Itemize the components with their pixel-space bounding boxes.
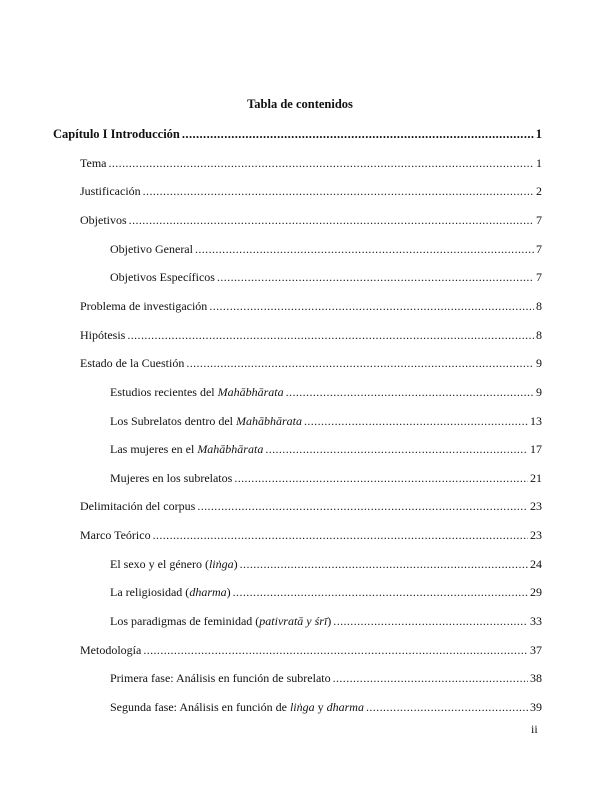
toc-entry-label: Objetivos Específicos [110,270,215,285]
toc-dot-leader [197,499,528,514]
toc-dot-leader [129,213,534,228]
toc-entry [110,671,542,687]
toc-dot-leader [108,156,534,171]
toc-entry-label: Marco Teórico [80,528,151,543]
toc-dot-leader [265,442,528,457]
toc-entry [110,442,542,458]
toc-dot-leader [186,356,534,371]
toc-entry-page: 21 [530,470,542,485]
toc-entry-label: Las mujeres en el Mahābhārata [110,442,264,457]
toc-entry [110,557,542,573]
toc-entry [80,156,542,172]
toc-entry-page: 1 [535,127,542,141]
toc-dot-leader [127,328,534,343]
toc-entry-page: 7 [536,212,542,227]
toc-entry [80,499,542,515]
toc-dot-leader [366,700,528,715]
toc-entry-label: Justificación [80,184,141,199]
toc-dot-leader [153,528,528,543]
toc-entry-page: 7 [536,270,542,285]
toc-dot-leader [286,385,534,400]
toc-dot-leader [234,471,528,486]
toc-dot-leader [333,614,528,629]
toc-entry [110,700,542,716]
toc-entry [110,242,542,258]
toc-entry-label: Objetivos [80,212,127,227]
toc-entry [53,127,542,143]
toc-entry [80,328,542,344]
toc-dot-leader [209,299,534,314]
page-number: ii [531,722,538,736]
toc-entry-label: Objetivo General [110,241,193,256]
toc-entry [80,299,542,315]
toc-entry-label: Segunda fase: Análisis en función de liṅga y dharma [110,700,364,714]
toc-entry [110,585,542,601]
toc-entry [80,213,542,229]
toc-entry [110,414,542,430]
toc-entry-label: Los paradigmas de feminidad (pativratā y śrī) [110,614,332,629]
toc-entry-label: Mujeres en los subrelatos [110,470,233,485]
toc-dot-leader [195,242,534,257]
toc-entry-label: Primera fase: Análisis en función de subrelato [110,671,331,686]
toc-entry-page: 1 [536,155,542,170]
toc-entry-label: Estado de la Cuestión [80,356,185,371]
toc-entry-label: El sexo y el género (liṅga) [110,556,238,571]
toc-dot-leader [333,671,528,686]
toc-entry-page: 9 [536,356,542,371]
toc-entry-page: 23 [530,499,542,514]
toc-entry-page: 17 [530,442,542,457]
toc-entry-page: 8 [536,327,542,342]
toc-dot-leader [143,643,528,658]
toc-entry-label: La religiosidad (dharma) [110,585,231,600]
toc-entry-page: 2 [536,184,542,199]
toc-entry-page: 23 [530,528,542,543]
toc-entry [110,270,542,286]
toc-entry-label: Problema de investigación [80,298,208,313]
toc-entry [110,614,542,630]
toc-entry-page: 29 [530,585,542,600]
toc-entry-label: Tema [80,155,107,170]
toc-dot-leader [240,557,528,572]
toc-entry-page: 24 [530,556,542,571]
toc-entry-page: 39 [530,700,542,714]
toc-entry-page: 8 [536,298,542,313]
toc-entry [80,528,542,544]
toc-entry-page: 9 [536,384,542,399]
toc-entry-page: 7 [536,241,542,256]
toc-entry-label: Los Subrelatos dentro del Mahābhārata [110,413,302,428]
toc-entry-page: 38 [530,671,542,686]
toc-dot-leader [304,414,528,429]
toc-entry-label: Delimitación del corpus [80,499,196,514]
toc-entry [110,471,542,487]
toc-entry-label: Capítulo I Introducción [53,127,180,141]
toc-entry [80,184,542,200]
toc-entry-label: Metodología [80,642,142,657]
page-title: Tabla de contenidos [247,97,353,111]
toc-dot-leader [143,184,534,199]
toc-entry [110,385,542,401]
toc-entry [80,356,542,372]
toc-dot-leader [217,270,534,285]
toc-dot-leader [233,585,528,600]
toc-entry-page: 13 [530,413,542,428]
toc-entry [80,643,542,659]
toc-entry-page: 37 [530,642,542,657]
toc-entry-label: Estudios recientes del Mahābhārata [110,384,284,399]
toc-dot-leader [182,127,534,142]
toc-entry-page: 33 [530,614,542,629]
toc-entry-label: Hipótesis [80,327,126,342]
